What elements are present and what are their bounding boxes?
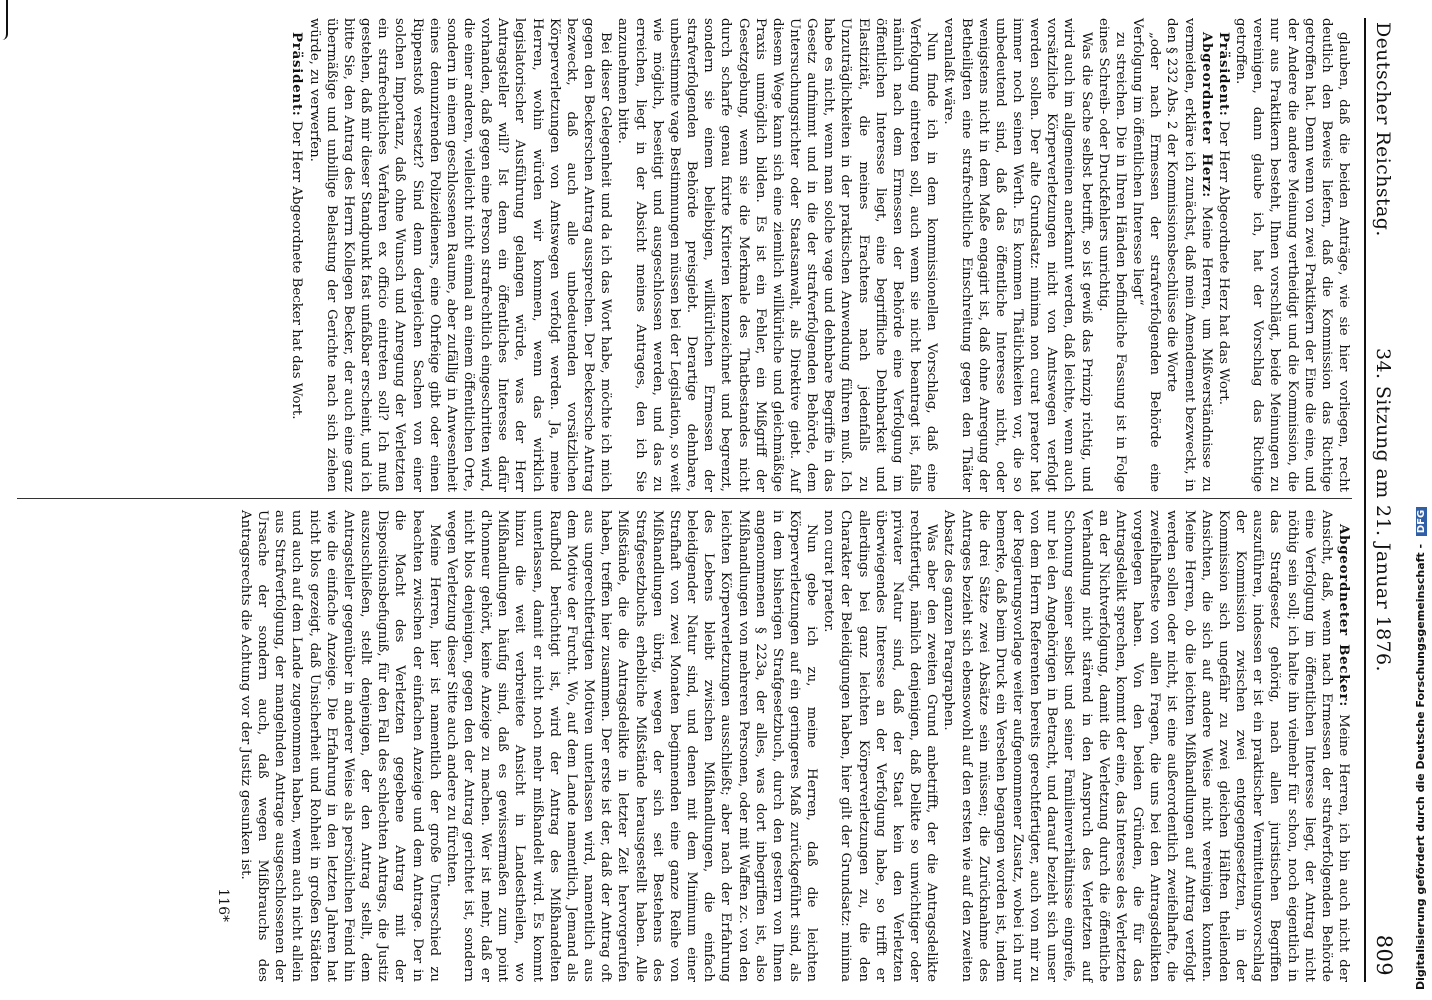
speech-text: Meine Herren, um Mißverständnisse zu vermeiden, erkläre ich zunächst, daß mein Amendement bezweckt, in den § 232 Abs. 2 der Kommissionsbeschlüsse die Worte: [1164, 18, 1214, 492]
left-text-column: [288, 18, 1352, 492]
page-signature: 116*: [214, 888, 231, 922]
page-header: [1364, 18, 1400, 982]
body-paragraph: „oder nach Ermessen der strafverfolgenden Behörde eine Verfolgung im öffentlichen Interesse liegt“: [1130, 18, 1163, 492]
speaker-paragraph: [940, 510, 1352, 982]
digitization-credit-strip: [1412, 0, 1432, 1000]
speech-text: Der Herr Abgeordnete Becker hat das Wort.: [289, 120, 305, 420]
right-text-column: [214, 510, 1352, 982]
column-divider: [17, 498, 1352, 499]
speaker-name: Abgeordneter Herz:: [1198, 32, 1214, 199]
body-paragraph: zu streichen. Die in Ihren Händen befindliche Fassung ist in Folge eines Schreib- oder Druckfehlers unrichtig.: [1095, 18, 1128, 492]
body-paragraph: Was die Sache selbst betrifft, so ist gewiß das Prinzip richtig, und wird auch im allgemeinen anerkannt werden, daß leichte, wenn auch vorsätzliche Körperverletzungen nicht von Amtswegen verfolgt werden sollen. Der alte Grundsatz: minima non curat praetor hat immer noch seinen Werth. Es kommen Thätlichkeiten vor, die so unbedeutend sind, daß das öffentliche Interesse nicht, oder wenigstens nicht in dem Maße engagirt ist, daß ohne Anregung der Betheiligten eine strafrechtliche Einschreitung gegen den Thäter veranlaßt wäre.: [941, 18, 1094, 492]
speaker-paragraph: [288, 18, 305, 492]
speech-text: Der Herr Abgeordnete Herz hat das Wort.: [1215, 120, 1231, 405]
digitization-credit: [1414, 507, 1427, 990]
credit-text: Digitalisierung gefördert durch die Deutsche Forschungsgemeinschaft -: [1414, 543, 1427, 990]
body-paragraph: Nun gebe ich zu, meine Herren, daß die leichten Körperverletzungen auf ein geringeres Maß zurückgeführt sind, als in dem bisherigen Strafgesetzbuch, durch den gestern von Ihnen angenommenen § 223a, der alles, was dort inbegriffen ist, also Mißhandlungen von mehreren Personen, oder mit Waffen zc. von den leichten Körperverletzungen ausschließt; aber nach der Erfahrung des Lebens bleibt zwischen Mißhandlungen, die einfach beleidigender Natur sind, und denen mit dem Minimum einer Strafhaft von zwei Monaten beginnenden eine ganze Reihe von Mißhandlungen übrig, wegen der sich seit Bestehens des Strafgesetzbuchs erhebliche Mißstände herausgestellt haben. Alle Mißstände, die die Antragsdelikte in letzter Zeit hervorgerufen haben, treffen hier zusammen. Der erste ist der, daß der Antrag oft aus ungerechtfertigten Motiven unterlassen wird, namentlich aus dem Motive der Furcht. Wo, auf dem Lande namentlich, Jemand als Raufbold berüchtigt ist, wird der Antrag des Mißhandelten unterlassen, damit er nicht noch mehr mißhandelt wird. Es kommt hinzu die weit verbreitete Ansicht in Landestheilen, wo Mißhandlungen häufig sind, daß es gewissermaßen zum point d'honneur gehört, keine Anzeige zu machen. Wer ist mehr, daß er nicht blos denjenigen, gegen den der Antrag gerichtet ist, sondern wegen Verletzung dieser Sitte auch andere zu fürchten.: [443, 510, 820, 982]
body-paragraph: Bei dieser Gelegenheit und da ich das Wort habe, möchte ich mich gegen den Beckerschen Antrag aussprechen. Der Beckersche Antrag bezweckt, daß auch alle unbedeutenden vorsätzlichen Körperverletzungen von Amtswegen verfolgt werden. Ja, meine Herren, wohin würden wir kommen, wenn das wirklich legislatorischer Ausführung gelangen würde, was der Herr Antragsteller will? Ist denn ein öffentliches Interesse dafür vorhanden, daß gegen eine Person strafrechtlich eingeschritten wird, die einer anderen, vielleicht nicht einmal an einem öffentlichen Orte, sondern in einem geschlossenen Raume, aber zufällig in Anwesenheit eines denunzirenden Polizeidieners, eine Ohrfeige gibt oder einen Rippenstoß versetzt? Sind denn dergleichen Sachen von einer solchen Importanz, daß ohne Wunsch und Anregung der Verletzten ein strafrechtliches Verfahren ex officio eintreten soll? Ich muß gestehen, daß mir dieser Standpunkt fast unfaßbar erscheint, und ich bitte Sie, den Antrag des Herrn Kollegen Becker, der auch eine ganz übermäßige und unbillige Belastung der Gerichte nach sich ziehen würde, zu verwerfen.: [306, 18, 614, 492]
dfg-logo-badge: DFG: [1416, 507, 1427, 536]
body-paragraph: glauben, daß die beiden Anträge, wie sie hier vorliegen, recht deutlich den Beweis liefern, daß die Kommission das Richtige getroffen hat. Denn wenn von zwei Praktikern der Eine die eine, und der Andere die andere Meinung vertheidigt und die Kommission, die nur aus Praktikern besteht, Ihnen vorschlägt, beide Meinungen zu vereinigen, dann glaube ich, hat der Vorschlag das Richtige getroffen.: [1233, 18, 1351, 492]
speaker-name: Abgeordneter Becker:: [1336, 524, 1351, 708]
body-paragraph: Meine Herren, hier ist namentlich der große Unterschied zu beachten zwischen der einfachen Anzeige und dem Antrage. Der in die Macht des Verletzten gegebene Antrag mit der Dispositionsbefugniß, für den Fall des schlechten Antrags, die Justiz auszuschließen, stellt denjenigen, der den Antrag stellt, dem Antragsteller gegenüber in anderer Weise als persönlichen Feind hin wie die einfache Anzeige. Die Erfahrung in den letzten Jahren hat nicht blos gezeigt, daß Unsicherheit und Rohheit in großen Städten und auch auf dem Lande zugenommen haben, wenn auch nicht allein aus Strafverfolgung, der mangelnden Antrage ausgeschlossenen der Ursache der sondern auch, daß wegen Mißbrauchs des Antragsrechts die Achtung vor der Justiz gesunken ist.: [238, 510, 442, 982]
speaker-name: Präsident:: [1215, 32, 1231, 117]
body-paragraph: Nun finde ich in dem kommissionellen Vorschlag, daß eine Verfolgung eintreten soll, auch wenn sie nicht beantragt ist, falls nämlich nach dem Ermessen der Behörde eine Verfolgung im öffentlichen Interesse liegt, eine begriffliche Dehnbarkeit und Elastizität, die meines Erachtens nach jedenfalls zu Unzuträglichkeiten in der praktischen Anwendung führen muß. Ich habe es nicht, wenn man solche vage und dehnbare Begriffe in das Gesetz aufnimmt und in die der strafverfolgenden Behörde, dem Untersuchungsrichter oder Staatsanwalt, als Direktive giebt. Auf diesem Wege kann sich eine ziemlich willkürliche und gleichmäßige Praxis unmöglich bilden. Es ist ein Fehler, ein Mißgriff der Gesetzgebung, wenn sie die Merkmale des Thatbestandes nicht durch scharfe genau fixirte Kriterien kennzeichnet und begrenzt, sondern sie einem beliebigen, willkürlichen Ermessen der strafverfolgenden Behörde preisgiebt. Derartige dehnbare, unbestimmte vage Bestimmungen müssen bei der Legislation, so weit wie möglich, beseitigt und ausgeschlossen werden, und das zu erreichen, liegt in der Absicht meines Antrages, den ich Sie anzunehmen bitte.: [615, 18, 940, 492]
body-paragraph: Was aber den zweiten Grund anbetrifft, der die Antragsdelikte rechtfertigt, nämlich denjenigen, daß Delikte so unwichtiger oder privater Natur sind, daß der Staat kein den Verletzten überwiegendes Interesse an der Verfolgung habe, so trifft er allerdings bei ganz leichten Körperverletzungen zu, die den Charakter der Beleidigungen haben, hier gilt der Grundsatz: minima non curat praetor.: [821, 510, 940, 982]
speech-text: Meine Herren, ich bin auch nicht der Ansicht, daß, wenn nach Ermessen der strafverfolgenden Behörde eine Verfolgung im öffentlichen Interesse liegt, der Antrag nicht nöthig sein soll; ich halte ihn vielmehr für schon, noch eigentlich in das Strafgesetz gehörig, nach allen juristischen Begriffen auszuführen, indessen er ist ein praktischer Vermittelungsvorschlag der Kommission zwischen zwei entgegengesetzten, in der Kommission sich ungefähr zu zwei gleichen Hälften theilenden Ansichten, die sich auf andere Weise nicht vereinigen konnten. Meine Herren, ob die leichten Mißhandlungen auf Antrag verfolgt werden sollen oder nicht, ist eine außerordentlich zweifelhafte, die zweifelhafteste von allen Fragen, die uns bei den Antragsdelikten vorgelegen haben. Von den beiden Gründen, die für das Antragsdelikt sprechen, kommt der eine, das Interesse des Verletzten an der Nichtverfolgung, damit die Verletzung durch die öffentliche Verhandlung nicht stärend in den Anspruch des Verletzten auf Schonung seiner selbst und seiner Familienverhältnisse eingreife, nur bei den Angehörigen in Betracht, und darauf bezieht sich unser von dem Herrn Referenten bereits gerechtfertigter, auch von mir zu der Regierungsvorlage weiter aufgenommener Zusatz, wobei ich nur bemerke, daß beim Druck ein Versehen begangen worden ist, indem die drei Sätze zwei Absätze sein müssen; die Zurücknahme des Antrages bezieht sich ebensowohl auf den ersten wie auf den zweiten Absatz des ganzen Paragraphen.: [941, 510, 1351, 983]
speaker-paragraph: [1215, 18, 1232, 492]
page-number: 809: [1372, 934, 1396, 976]
header-session-date: 34. Sitzung am 21. Januar 1876.: [1372, 348, 1394, 672]
speaker-paragraph: [1163, 18, 1214, 492]
header-publication-title: Deutscher Reichstag.: [1372, 22, 1394, 237]
speaker-name: Präsident:: [289, 32, 305, 117]
